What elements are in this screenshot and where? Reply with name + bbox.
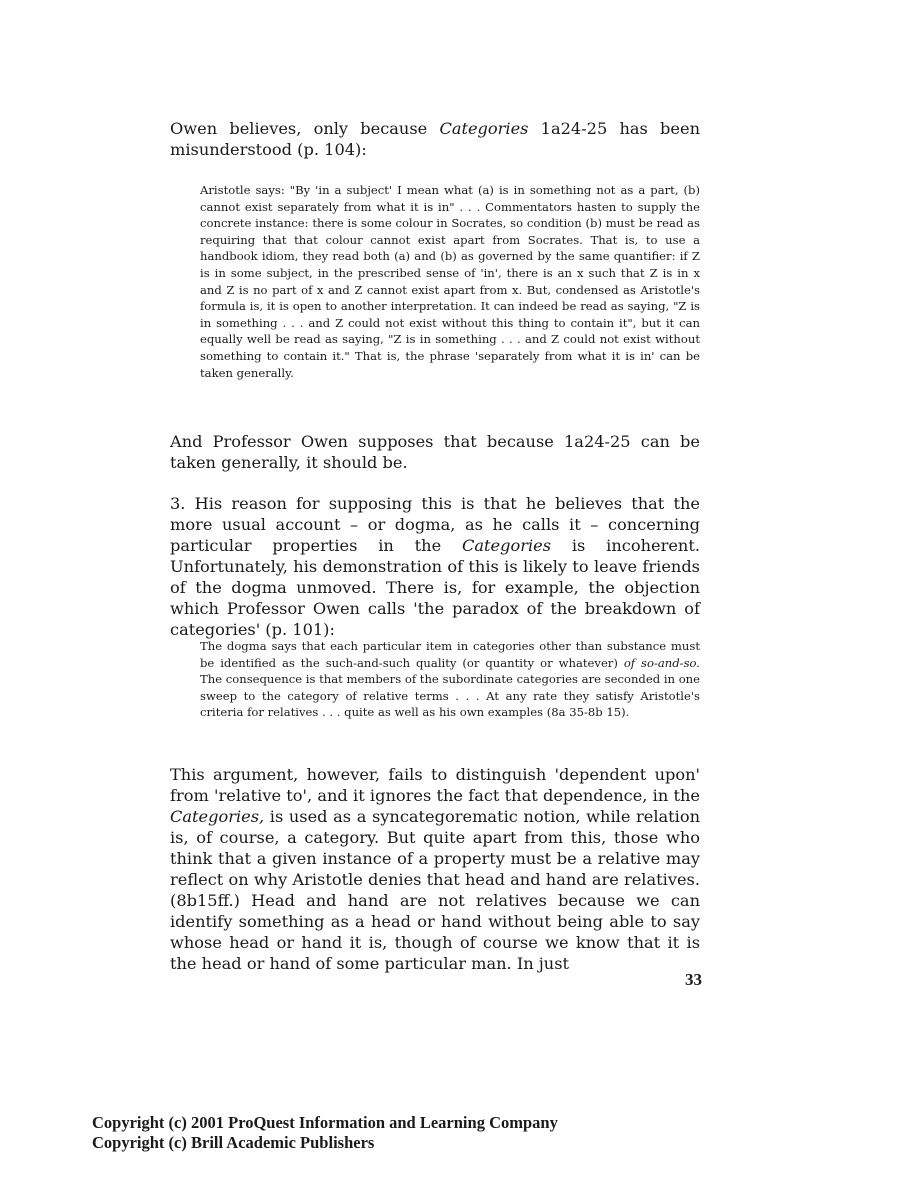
paragraph-text: 1a24-25 has been misunderstood (p. 104): — [170, 119, 700, 159]
copyright-line-brill: Copyright (c) Brill Academic Publishers — [92, 1133, 375, 1152]
block-quote-dogma — [200, 638, 700, 721]
paragraph-this-argument — [170, 764, 700, 974]
paragraph-text: 3. His reason for supposing this is that he believes that the more usual account – or dogma, as he calls it – concerning particular properties in the — [170, 494, 700, 555]
block-quote-aristotle-says: Aristotle says: "By 'in a subject' I mean what (a) is in something not as a part, (b) cannot exist separately from what it is in" . . . Commentators hasten to supply the concrete instance: there is some colour in Socrates, so condition (b) must be read as requiring that that colour cannot exist apart from Socrates. That is, to use a handbook idiom, they read both (a) and (b) as governed by the same quantifier: if Z is in some subject, in the prescribed sense of 'in', there is an x such that Z is in x and Z is no part of x and Z cannot exist apart from x. But, condensed as Aristotle's formula is, it is open to another interpretation. It can indeed be read as saying, "Z is in something . . . and Z could not exist without this thing to contain it", but it can equally well be read as saying, "Z is in something . . . and Z could not exist without something to contain it." That is, the phrase 'separately from what it is in' can be taken generally. — [200, 183, 700, 380]
quote-text: The dogma says that each particular item in categories other than substance must be identified as the such-and-such quality (or quantity or whatever) — [200, 639, 700, 670]
paragraph-text: This argument, however, fails to distinguish 'dependent upon' from 'relative to', and it ignores the fact that dependence, in the — [170, 765, 700, 805]
italic-title: Categories — [439, 119, 529, 138]
copyright-line-proquest: Copyright (c) 2001 ProQuest Information and Learning Company — [92, 1113, 558, 1132]
italic-title: Categories, — [170, 807, 265, 826]
paragraph-text: is used as a syncategorematic notion, while relation is, of course, a category. But quite apart from this, those who think that a given instance of a property must be a relative may reflect on why Aristotle denies that head and hand are relatives. (8b15ff.) Head and hand are not relatives because we can identify something as a head or hand without being able to say whose head or hand it is, though of course we know that it is the head or hand of some particular man. In just — [170, 807, 700, 973]
italic-phrase: of so-and-so. — [623, 655, 700, 670]
paragraph-text: Owen believes, only because — [170, 119, 440, 138]
quote-text: The consequence is that members of the subordinate categories are seconded in one sweep to the category of relative terms . . . At any rate they satisfy Aristotle's criteria for relatives . . . quite as well as his own examples (8a 35-8b 15). — [200, 672, 700, 720]
paragraph-text: is incoherent. Unfortunately, his demonstration of this is likely to leave friends of the dogma unmoved. There is, for example, the objection which Professor Owen calls 'the paradox of the breakdown of categories' (p. 101): — [170, 536, 701, 639]
paragraph-section-3 — [170, 493, 700, 640]
italic-title: Categories — [462, 536, 552, 555]
paragraph-professor-owen-supposes: And Professor Owen supposes that because 1a24-25 can be taken generally, it should be. — [170, 432, 700, 472]
page-number: 33 — [685, 970, 702, 989]
paragraph-owen-believes — [170, 118, 700, 160]
